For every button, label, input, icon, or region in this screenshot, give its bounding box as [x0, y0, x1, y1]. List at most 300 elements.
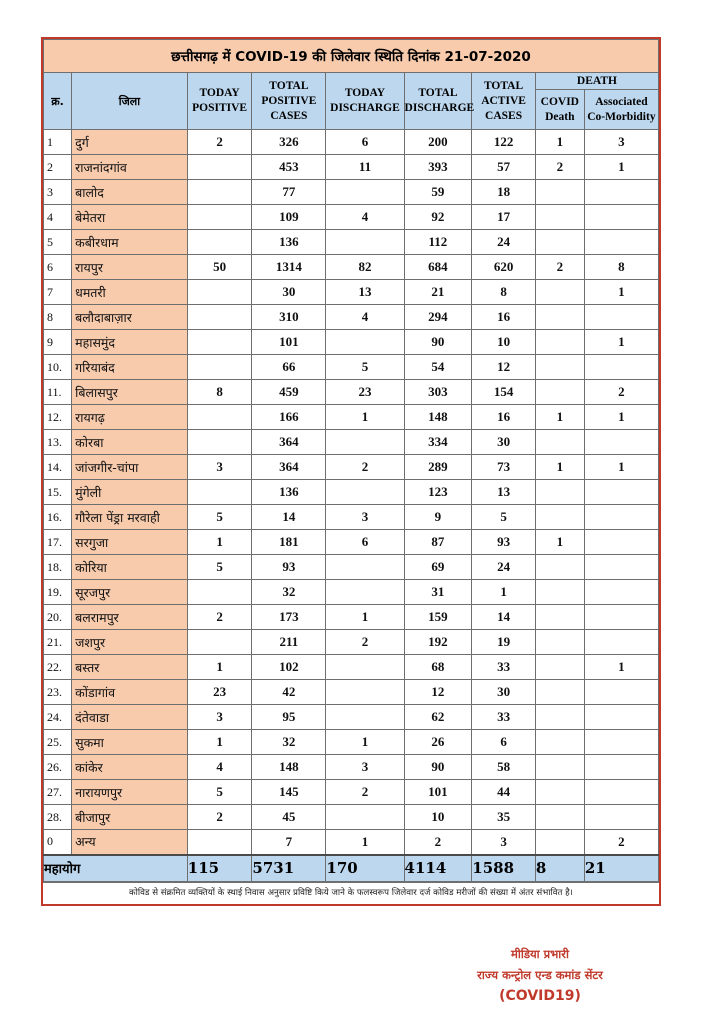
table-row	[44, 205, 659, 230]
total-positive-cell: 148	[252, 755, 326, 780]
today-positive-cell: 2	[187, 605, 252, 630]
covid-death-cell: 2	[535, 155, 584, 180]
table-row	[44, 430, 659, 455]
active-cases-cell: 18	[472, 180, 536, 205]
total-positive-cell: 181	[252, 530, 326, 555]
comorbidity-cell: 1	[584, 280, 658, 305]
total-discharge-cell: 101	[404, 780, 472, 805]
table-row	[44, 530, 659, 555]
active-cases-cell: 44	[472, 780, 536, 805]
total-discharge-cell: 69	[404, 555, 472, 580]
active-cases-cell: 73	[472, 455, 536, 480]
today-positive-cell	[187, 580, 252, 605]
today-discharge-cell: 82	[326, 255, 404, 280]
active-cases-cell: 57	[472, 155, 536, 180]
signature-line-media: मीडिया प्रभारी	[511, 947, 569, 961]
header-total-positive: TOTAL POSITIVE CASES	[252, 73, 326, 130]
active-cases-cell: 6	[472, 730, 536, 755]
active-cases-cell: 16	[472, 305, 536, 330]
covid-report-sheet	[41, 37, 661, 906]
active-cases-cell: 3	[472, 830, 536, 855]
today-discharge-cell: 3	[326, 505, 404, 530]
comorbidity-cell: 1	[584, 655, 658, 680]
total-discharge-cell: 159	[404, 605, 472, 630]
serial-cell: 15.	[44, 480, 72, 505]
covid-death-cell	[535, 280, 584, 305]
total-discharge-cell: 90	[404, 755, 472, 780]
total-discharge-cell: 294	[404, 305, 472, 330]
district-cell: बीजापुर	[72, 805, 188, 830]
serial-cell: 5	[44, 230, 72, 255]
table-row	[44, 355, 659, 380]
district-cell: कोरिया	[72, 555, 188, 580]
today-positive-cell	[187, 205, 252, 230]
total-positive-cell: 45	[252, 805, 326, 830]
today-discharge-cell: 3	[326, 755, 404, 780]
total-positive-cell: 109	[252, 205, 326, 230]
footnote: कोविड से संक्रमित व्यक्तियों के स्थाई निवास अनुसार प्रविष्टि किये जाने के फलस्वरूप जिलेवार दर्ज कोविड मरीजों की संख्या में अंतर संभावित है।	[43, 882, 659, 904]
comorbidity-cell: 1	[584, 405, 658, 430]
covid-death-cell	[535, 505, 584, 530]
district-cell: जांजगीर-चांपा	[72, 455, 188, 480]
serial-cell: 27.	[44, 780, 72, 805]
district-cell: रायगढ़	[72, 405, 188, 430]
today-positive-cell: 1	[187, 530, 252, 555]
table-row	[44, 230, 659, 255]
table-row	[44, 305, 659, 330]
today-positive-cell: 50	[187, 255, 252, 280]
serial-cell: 1	[44, 130, 72, 155]
header-covid-death: COVID Death	[535, 90, 584, 130]
covid-death-cell	[535, 705, 584, 730]
today-discharge-cell: 5	[326, 355, 404, 380]
total-discharge-cell: 54	[404, 355, 472, 380]
today-positive-cell: 5	[187, 505, 252, 530]
comorbidity-cell	[584, 605, 658, 630]
total-discharge-cell: 200	[404, 130, 472, 155]
active-cases-cell: 33	[472, 705, 536, 730]
comorbidity-cell: 2	[584, 830, 658, 855]
comorbidity-cell	[584, 530, 658, 555]
covid-death-cell	[535, 655, 584, 680]
total-discharge-cell: 192	[404, 630, 472, 655]
today-positive-cell: 3	[187, 455, 252, 480]
table-row	[44, 605, 659, 630]
active-cases-cell: 24	[472, 230, 536, 255]
today-discharge-cell: 23	[326, 380, 404, 405]
total-discharge-cell: 9	[404, 505, 472, 530]
total-positive-cell: 102	[252, 655, 326, 680]
header-today-positive: TODAY POSITIVE	[187, 73, 252, 130]
table-row	[44, 780, 659, 805]
total-positive-cell: 211	[252, 630, 326, 655]
district-cell: अन्य	[72, 830, 188, 855]
signature-line-center: राज्य कन्ट्रोल एन्ड कमांड सेंटर	[477, 968, 603, 982]
total-positive-cell: 173	[252, 605, 326, 630]
total-discharge-cell: 684	[404, 255, 472, 280]
serial-cell: 3	[44, 180, 72, 205]
district-cell: कबीरधाम	[72, 230, 188, 255]
total-discharge-cell: 112	[404, 230, 472, 255]
district-cell: बलरामपुर	[72, 605, 188, 630]
comorbidity-cell	[584, 180, 658, 205]
today-positive-cell	[187, 155, 252, 180]
active-cases-cell: 58	[472, 755, 536, 780]
covid-death-cell	[535, 205, 584, 230]
table-row	[44, 455, 659, 480]
signature-line-covid: (COVID19)	[499, 988, 581, 1004]
total-discharge-cell: 59	[404, 180, 472, 205]
total-discharge-cell: 148	[404, 405, 472, 430]
total-discharge-cell: 2	[404, 830, 472, 855]
total-discharge-cell: 87	[404, 530, 472, 555]
today-discharge-cell: 1	[326, 405, 404, 430]
table-row	[44, 580, 659, 605]
serial-cell: 24.	[44, 705, 72, 730]
today-discharge-cell: 6	[326, 130, 404, 155]
today-discharge-cell: 6	[326, 530, 404, 555]
covid-death-cell	[535, 305, 584, 330]
total-discharge-cell: 26	[404, 730, 472, 755]
today-discharge-cell	[326, 330, 404, 355]
table-row	[44, 180, 659, 205]
active-cases-cell: 14	[472, 605, 536, 630]
active-cases-cell: 93	[472, 530, 536, 555]
today-discharge-cell: 11	[326, 155, 404, 180]
today-positive-cell	[187, 630, 252, 655]
district-cell: गरियाबंद	[72, 355, 188, 380]
header-comorbidity: Associated Co-Morbidity	[584, 90, 658, 130]
total-positive-cell: 93	[252, 555, 326, 580]
comorbidity-cell	[584, 805, 658, 830]
covid-death-cell	[535, 355, 584, 380]
covid-death-cell	[535, 380, 584, 405]
comorbidity-cell: 1	[584, 155, 658, 180]
total-discharge-cell: 289	[404, 455, 472, 480]
district-cell: गौरेला पेंड्रा मरवाही	[72, 505, 188, 530]
total-positive-cell: 7	[252, 830, 326, 855]
total-positive-cell: 459	[252, 380, 326, 405]
total-positive-cell: 101	[252, 330, 326, 355]
comorbidity-cell	[584, 555, 658, 580]
table-row	[44, 480, 659, 505]
today-positive-cell: 23	[187, 680, 252, 705]
district-cell: दुर्ग	[72, 130, 188, 155]
covid-death-cell	[535, 230, 584, 255]
serial-cell: 17.	[44, 530, 72, 555]
active-cases-cell: 154	[472, 380, 536, 405]
covid-death-cell	[535, 680, 584, 705]
total-positive-cell: 14	[252, 505, 326, 530]
today-positive-cell: 2	[187, 130, 252, 155]
today-discharge-cell	[326, 230, 404, 255]
district-cell: रायपुर	[72, 255, 188, 280]
active-cases-cell: 17	[472, 205, 536, 230]
today-positive-cell: 4	[187, 755, 252, 780]
today-positive-cell	[187, 280, 252, 305]
total-today-discharge: 170	[326, 855, 404, 882]
today-discharge-cell: 1	[326, 605, 404, 630]
table-body	[44, 130, 659, 855]
comorbidity-cell: 1	[584, 330, 658, 355]
table-row	[44, 630, 659, 655]
comorbidity-cell: 1	[584, 455, 658, 480]
district-cell: दंतेवाडा	[72, 705, 188, 730]
total-positive-cell: 453	[252, 155, 326, 180]
today-positive-cell	[187, 355, 252, 380]
total-today-positive: 115	[187, 855, 252, 882]
table-row	[44, 755, 659, 780]
serial-cell: 21.	[44, 630, 72, 655]
district-cell: कोंडागांव	[72, 680, 188, 705]
comorbidity-cell	[584, 305, 658, 330]
covid-death-cell	[535, 580, 584, 605]
district-cell: बलौदाबाज़ार	[72, 305, 188, 330]
total-positive-cell: 30	[252, 280, 326, 305]
today-positive-cell: 3	[187, 705, 252, 730]
header-total-active: TOTAL ACTIVE CASES	[472, 73, 536, 130]
total-discharge-cell: 123	[404, 480, 472, 505]
total-positive-cell: 32	[252, 730, 326, 755]
serial-cell: 13.	[44, 430, 72, 455]
total-positive-cell: 364	[252, 455, 326, 480]
total-discharge-cell: 68	[404, 655, 472, 680]
active-cases-cell: 24	[472, 555, 536, 580]
serial-cell: 10.	[44, 355, 72, 380]
comorbidity-cell	[584, 780, 658, 805]
table-row	[44, 805, 659, 830]
district-cell: जशपुर	[72, 630, 188, 655]
comorbidity-cell	[584, 430, 658, 455]
header-district: जिला	[72, 73, 188, 130]
header-death: DEATH	[535, 73, 658, 90]
covid-death-cell	[535, 755, 584, 780]
today-positive-cell	[187, 180, 252, 205]
total-total-positive: 5731	[252, 855, 326, 882]
district-cell: बालोद	[72, 180, 188, 205]
today-discharge-cell: 2	[326, 455, 404, 480]
today-positive-cell	[187, 480, 252, 505]
header-today-discharge: TODAY DISCHARGE	[326, 73, 404, 130]
table-row	[44, 405, 659, 430]
total-total-discharge: 4114	[404, 855, 472, 882]
serial-cell: 22.	[44, 655, 72, 680]
district-cell: नारायणपुर	[72, 780, 188, 805]
covid-death-cell	[535, 480, 584, 505]
today-positive-cell	[187, 330, 252, 355]
covid-death-cell: 1	[535, 455, 584, 480]
today-discharge-cell	[326, 655, 404, 680]
table-row	[44, 155, 659, 180]
table-row	[44, 655, 659, 680]
total-active: 1588	[472, 855, 536, 882]
comorbidity-cell: 2	[584, 380, 658, 405]
today-discharge-cell: 1	[326, 730, 404, 755]
table-row	[44, 280, 659, 305]
table-row	[44, 555, 659, 580]
today-discharge-cell: 4	[326, 205, 404, 230]
today-positive-cell: 1	[187, 655, 252, 680]
covid-death-cell	[535, 830, 584, 855]
district-cell: मुंगेली	[72, 480, 188, 505]
active-cases-cell: 30	[472, 680, 536, 705]
table-row	[44, 680, 659, 705]
covid-death-cell	[535, 730, 584, 755]
today-discharge-cell	[326, 180, 404, 205]
today-positive-cell: 2	[187, 805, 252, 830]
serial-cell: 2	[44, 155, 72, 180]
covid-death-cell	[535, 430, 584, 455]
today-discharge-cell	[326, 480, 404, 505]
serial-cell: 19.	[44, 580, 72, 605]
district-cell: बिलासपुर	[72, 380, 188, 405]
comorbidity-cell: 8	[584, 255, 658, 280]
comorbidity-cell	[584, 480, 658, 505]
serial-cell: 26.	[44, 755, 72, 780]
today-discharge-cell	[326, 555, 404, 580]
table-row	[44, 130, 659, 155]
table-row	[44, 505, 659, 530]
comorbidity-cell	[584, 705, 658, 730]
comorbidity-cell: 3	[584, 130, 658, 155]
comorbidity-cell	[584, 630, 658, 655]
table-row	[44, 255, 659, 280]
table-row	[44, 330, 659, 355]
serial-cell: 7	[44, 280, 72, 305]
covid-death-cell	[535, 555, 584, 580]
today-discharge-cell: 2	[326, 780, 404, 805]
total-positive-cell: 364	[252, 430, 326, 455]
covid-death-cell: 2	[535, 255, 584, 280]
serial-cell: 8	[44, 305, 72, 330]
comorbidity-cell	[584, 730, 658, 755]
report-title: छत्तीसगढ़ में COVID-19 की जिलेवार स्थिति दिनांक 21-07-2020	[44, 40, 659, 73]
today-discharge-cell	[326, 705, 404, 730]
total-discharge-cell: 62	[404, 705, 472, 730]
active-cases-cell: 19	[472, 630, 536, 655]
district-cell: महासमुंद	[72, 330, 188, 355]
active-cases-cell: 30	[472, 430, 536, 455]
serial-cell: 6	[44, 255, 72, 280]
total-discharge-cell: 21	[404, 280, 472, 305]
today-discharge-cell: 1	[326, 830, 404, 855]
today-positive-cell: 8	[187, 380, 252, 405]
serial-cell: 20.	[44, 605, 72, 630]
today-positive-cell	[187, 230, 252, 255]
district-cell: सूरजपुर	[72, 580, 188, 605]
serial-cell: 16.	[44, 505, 72, 530]
covid-death-cell	[535, 805, 584, 830]
today-discharge-cell: 4	[326, 305, 404, 330]
district-cell: धमतरी	[72, 280, 188, 305]
covid-death-cell: 1	[535, 530, 584, 555]
serial-cell: 18.	[44, 555, 72, 580]
total-discharge-cell: 92	[404, 205, 472, 230]
serial-cell: 0	[44, 830, 72, 855]
total-positive-cell: 310	[252, 305, 326, 330]
district-cell: बेमेतरा	[72, 205, 188, 230]
comorbidity-cell	[584, 505, 658, 530]
district-cell: सरगुजा	[72, 530, 188, 555]
header-total-discharge: TOTAL DISCHARGE	[404, 73, 472, 130]
today-discharge-cell: 2	[326, 630, 404, 655]
total-discharge-cell: 334	[404, 430, 472, 455]
total-covid-death: 8	[535, 855, 584, 882]
comorbidity-cell	[584, 680, 658, 705]
active-cases-cell: 5	[472, 505, 536, 530]
today-positive-cell	[187, 305, 252, 330]
covid-death-cell	[535, 605, 584, 630]
district-cell: राजनांदगांव	[72, 155, 188, 180]
total-positive-cell: 326	[252, 130, 326, 155]
comorbidity-cell	[584, 205, 658, 230]
serial-cell: 4	[44, 205, 72, 230]
total-positive-cell: 136	[252, 230, 326, 255]
today-positive-cell	[187, 830, 252, 855]
active-cases-cell: 35	[472, 805, 536, 830]
covid-death-cell	[535, 330, 584, 355]
district-cell: कोरबा	[72, 430, 188, 455]
table-row	[44, 705, 659, 730]
active-cases-cell: 12	[472, 355, 536, 380]
total-positive-cell: 136	[252, 480, 326, 505]
table-row	[44, 380, 659, 405]
total-discharge-cell: 90	[404, 330, 472, 355]
total-positive-cell: 1314	[252, 255, 326, 280]
total-comorbidity: 21	[584, 855, 658, 882]
today-discharge-cell	[326, 680, 404, 705]
district-cell: सुकमा	[72, 730, 188, 755]
covid-death-cell: 1	[535, 405, 584, 430]
comorbidity-cell	[584, 580, 658, 605]
total-positive-cell: 66	[252, 355, 326, 380]
covid-death-cell	[535, 630, 584, 655]
total-discharge-cell: 12	[404, 680, 472, 705]
district-cell: बस्तर	[72, 655, 188, 680]
total-discharge-cell: 393	[404, 155, 472, 180]
comorbidity-cell	[584, 355, 658, 380]
today-discharge-cell	[326, 580, 404, 605]
serial-cell: 28.	[44, 805, 72, 830]
serial-cell: 14.	[44, 455, 72, 480]
total-discharge-cell: 31	[404, 580, 472, 605]
total-positive-cell: 166	[252, 405, 326, 430]
serial-cell: 23.	[44, 680, 72, 705]
district-status-table	[43, 39, 659, 882]
total-positive-cell: 42	[252, 680, 326, 705]
today-discharge-cell: 13	[326, 280, 404, 305]
comorbidity-cell	[584, 230, 658, 255]
today-positive-cell: 1	[187, 730, 252, 755]
total-discharge-cell: 303	[404, 380, 472, 405]
total-positive-cell: 77	[252, 180, 326, 205]
comorbidity-cell	[584, 755, 658, 780]
covid-death-cell: 1	[535, 130, 584, 155]
total-positive-cell: 145	[252, 780, 326, 805]
table-row	[44, 830, 659, 855]
active-cases-cell: 33	[472, 655, 536, 680]
active-cases-cell: 16	[472, 405, 536, 430]
active-cases-cell: 10	[472, 330, 536, 355]
header-serial: क्र.	[44, 73, 72, 130]
today-discharge-cell	[326, 805, 404, 830]
covid-death-cell	[535, 180, 584, 205]
serial-cell: 12.	[44, 405, 72, 430]
total-positive-cell: 95	[252, 705, 326, 730]
today-positive-cell	[187, 405, 252, 430]
today-discharge-cell	[326, 430, 404, 455]
today-positive-cell	[187, 430, 252, 455]
